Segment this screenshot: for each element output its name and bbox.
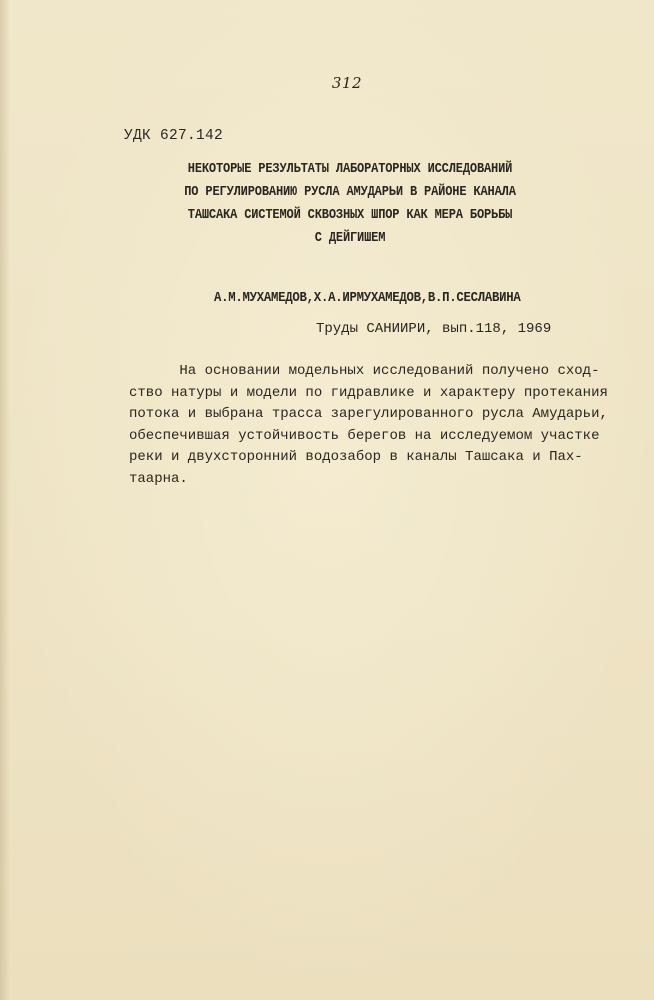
abstract-line: обеспечившая устойчивость берегов на исследуемом участке	[129, 427, 600, 444]
page-edge-shadow	[0, 0, 10, 1000]
title-line: ПО РЕГУЛИРОВАНИЮ РУСЛА АМУДАРЬИ В РАЙОНЕ КАНАЛА	[184, 184, 516, 200]
page-number: 312	[331, 74, 363, 92]
authors: А.М.МУХАМЕДОВ,Х.А.ИРМУХАМЕДОВ,В.П.СЕСЛАВИНА	[214, 290, 521, 306]
abstract	[129, 361, 608, 491]
abstract-line: потока и выбрана трасса зарегулированного русла Амударьи,	[129, 406, 608, 423]
source-citation: Труды САНИИРИ, вып.118, 1969	[316, 321, 552, 337]
title-line: С ДЕЙГИШЕМ	[314, 230, 386, 246]
title-line: НЕКОТОРЫЕ РЕЗУЛЬТАТЫ ЛАБОРАТОРНЫХ ИССЛЕДОВАНИЙ	[187, 161, 513, 177]
title-line: ТАШСАКА СИСТЕМОЙ СКВОЗНЫХ ШПОР КАК МЕРА БОРЬБЫ	[187, 207, 513, 223]
abstract-line: таарна.	[129, 470, 188, 487]
abstract-line: На основании модельных исследований получено сход-	[129, 363, 600, 379]
abstract-line: реки и двухсторонний водозабор в каналы Ташсака и Пах-	[129, 449, 583, 466]
abstract-line: ство натуры и модели по гидравлике и характеру протекания	[129, 384, 608, 401]
udk-code: УДК 627.142	[124, 128, 224, 144]
article-title	[144, 158, 557, 250]
